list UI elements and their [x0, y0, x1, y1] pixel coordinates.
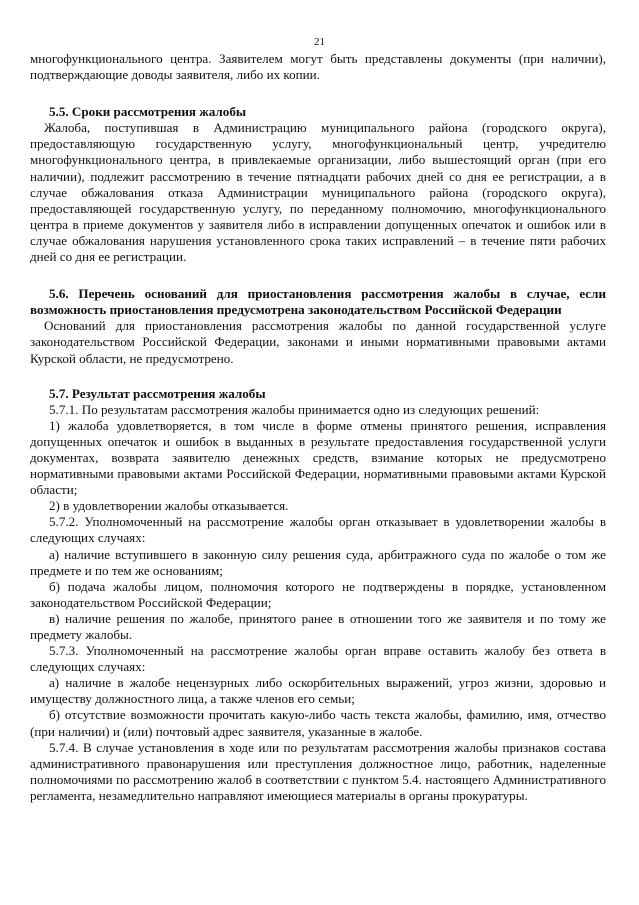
paragraph-5-7-3-item-a: а) наличие в жалобе нецензурных либо оскорбительных выражений, угроз жизни, здоровью и имуществу должностного лица, а также членов его семьи;: [30, 675, 606, 707]
section-5-5-body: Жалоба, поступившая в Администрацию муниципального района (городского округа), предоставляющую государственную услугу, многофункциональный центр, учредителю многофункционального центра, в привлекаемые организации, либо вышестоящий орган (при его наличии), подлежит рассмотрению в течение пятнадцати рабочих дней со дня ее регистрации, а в случае обжалования отказа Администрации муниципального района (городского округа), предоставляющей государственную услугу, по переданному полномочию, многофункционального центра в приеме документов у заявителя либо в исправлении допущенных опечаток и ошибок или в случае обжалования нарушения установленного срока таких исправлений – в течение пяти рабочих дней со дня ее регистрации.: [30, 120, 606, 265]
section-5-5-heading: 5.5. Сроки рассмотрения жалобы: [49, 104, 247, 120]
section-5-7-heading: 5.7. Результат рассмотрения жалобы: [49, 385, 266, 401]
page-number: 21: [314, 36, 325, 48]
intro-paragraph: многофункционального центра. Заявителем могут быть представлены документы (при наличии), подтверждающие доводы заявителя, либо их копии.: [30, 51, 606, 83]
paragraph-5-7-2-item-v: в) наличие решения по жалобе, принятого ранее в отношении того же заявителя и по тому же предмету жалобы.: [30, 610, 606, 642]
paragraph-5-7-1: 5.7.1. По результатам рассмотрения жалобы принимается одно из следующих решений:: [49, 401, 540, 417]
paragraph-5-7-1-item-1: 1) жалоба удовлетворяется, в том числе в форме отмены принятого решения, исправления допущенных опечаток и ошибок в выданных в результате предоставления государственной услуги документах, возврата заявителю денежных средств, взимание которых не предусмотрено нормативными правовыми актами Российской Федерации, нормативными правовыми актами Курской области;: [30, 417, 606, 498]
paragraph-5-7-3-item-b: б) отсутствие возможности прочитать какую-либо часть текста жалобы, фамилию, имя, отчество (при наличии) и (или) почтовый адрес заявителя, указанные в жалобе.: [30, 707, 606, 739]
paragraph-5-7-2-item-a: а) наличие вступившего в законную силу решения суда, арбитражного суда по жалобе о том же предмете и по тем же основаниям;: [30, 546, 606, 578]
paragraph-5-7-1-item-2: 2) в удовлетворении жалобы отказывается.: [49, 498, 289, 514]
section-5-6-heading: 5.6. Перечень оснований для приостановления рассмотрения жалобы в случае, если возможность приостановления предусмотрена законодательством Российской Федерации: [30, 286, 606, 318]
paragraph-5-7-3: 5.7.3. Уполномоченный на рассмотрение жалобы орган вправе оставить жалобу без ответа в следующих случаях:: [30, 643, 606, 675]
paragraph-5-7-2: 5.7.2. Уполномоченный на рассмотрение жалобы орган отказывает в удовлетворении жалобы в следующих случаях:: [30, 514, 606, 546]
section-5-6-body: Оснований для приостановления рассмотрения жалобы по данной государственной услуге законодательством Российской Федерации, законами и иными нормативными правовыми актами Курской области, не предусмотрено.: [30, 318, 606, 366]
page-content: [30, 51, 606, 804]
paragraph-5-7-4: 5.7.4. В случае установления в ходе или по результатам рассмотрения жалобы признаков состава административного правонарушения или преступления должностное лицо, работник, наделенные полномочиями по рассмотрению жалоб в соответствии с пунктом 5.4. настоящего Административного регламента, незамедлительно направляют имеющиеся материалы в органы прокуратуры.: [30, 739, 606, 803]
paragraph-5-7-2-item-b: б) подача жалобы лицом, полномочия которого не подтверждены в порядке, установленном законодательством Российской Федерации;: [30, 578, 606, 610]
